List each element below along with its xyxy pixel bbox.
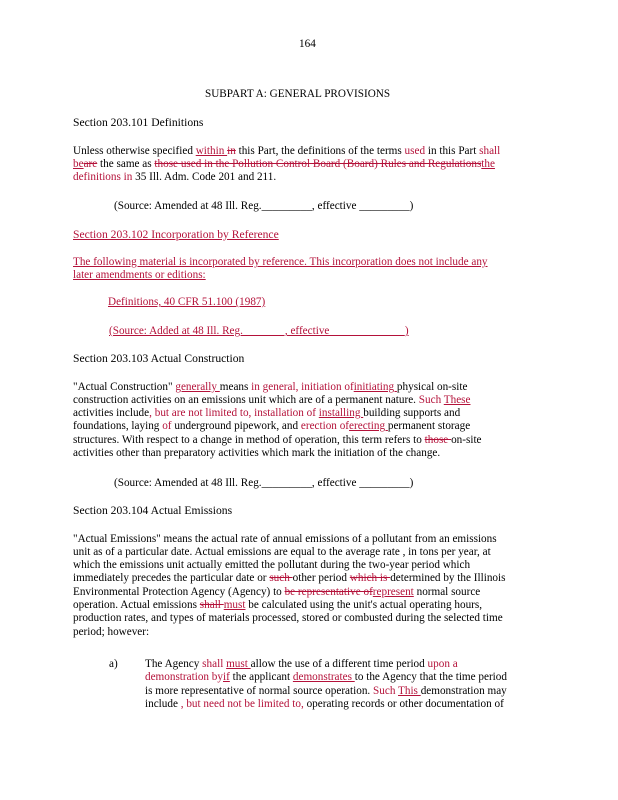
revised-text: shall xyxy=(479,145,501,157)
paragraph-line xyxy=(73,381,467,394)
revised-text: demonstration by xyxy=(145,671,223,683)
text-run: operating records or other documentation of xyxy=(303,698,504,710)
section-203-104-heading: Section 203.104 Actual Emissions xyxy=(73,504,233,517)
text-run: production rates, and types of materials processed, stored or combusted during the selected time xyxy=(73,612,503,624)
text-run: Unless otherwise specified xyxy=(73,145,196,157)
inserted-text: the xyxy=(481,158,495,170)
paragraph-line xyxy=(73,171,276,184)
list-item-line xyxy=(145,658,458,671)
list-item-line xyxy=(145,698,504,711)
list-item-line xyxy=(145,671,507,684)
revised-text: in general, initiation of xyxy=(251,381,354,393)
paragraph-line xyxy=(73,420,470,433)
inserted-text: be xyxy=(73,158,84,170)
revised-text: , but are not limited to, installation of xyxy=(149,407,319,419)
text-run: activities other than preparatory activities which mark the initiation of the change. xyxy=(73,447,441,459)
section-203-102-heading: Section 203.102 Incorporation by Reference xyxy=(73,228,279,241)
inserted-text: initiating xyxy=(353,381,397,393)
paragraph-line xyxy=(73,612,503,625)
paragraph-line xyxy=(73,546,491,559)
inserted-text: This xyxy=(398,685,421,697)
text-run: normal source xyxy=(413,586,481,598)
paragraph-line xyxy=(73,533,497,546)
text-run: demonstration may xyxy=(420,685,507,697)
list-label-a: a) xyxy=(109,658,118,670)
text-run: which the emissions unit actually emitted the pollutant during the two-year period which xyxy=(73,559,471,571)
incorporated-item: Definitions, 40 CFR 51.100 (1987) xyxy=(108,296,266,308)
source-note: (Source: Amended at 48 Ill. Reg._________, effective _________) xyxy=(114,200,414,212)
text-run: the same as xyxy=(97,158,155,170)
text-run: means xyxy=(219,381,252,393)
paragraph-line xyxy=(73,447,440,460)
paragraph-line xyxy=(73,586,480,599)
revised-text: erection of xyxy=(300,420,350,432)
paragraph-line xyxy=(73,572,505,585)
revised-text: used xyxy=(404,145,426,157)
paragraph-line: later amendments or editions: xyxy=(73,269,206,281)
revised-text: of xyxy=(162,420,172,432)
deleted-text: be representative of xyxy=(284,586,373,598)
text-run: "Actual Construction" xyxy=(73,381,176,393)
paragraph-line xyxy=(73,559,470,572)
text-run: activities include xyxy=(73,407,150,419)
inserted-text: generally xyxy=(175,381,220,393)
text-run: "Actual Emissions" means the actual rate of annual emissions of a pollutant from an emissions xyxy=(73,533,497,545)
text-run: unit as of a particular date. Actual emissions are equal to the average rate , in tons per year, at xyxy=(73,546,491,558)
text-run: operation. Actual emissions xyxy=(73,599,200,611)
list-item-line xyxy=(145,685,507,698)
text-run: underground pipework, and xyxy=(171,420,301,432)
inserted-text: demonstrates xyxy=(292,671,355,683)
text-run: physical on-site xyxy=(396,381,468,393)
inserted-text: must xyxy=(223,599,246,611)
inserted-text: erecting xyxy=(349,420,388,432)
text-run: construction activities on an emissions unit which are of a permanent nature. xyxy=(73,394,419,406)
revised-text: , but need not be limited to, xyxy=(177,698,304,710)
paragraph-line xyxy=(73,626,149,639)
text-run: 35 Ill. Adm. Code 201 and 211. xyxy=(132,171,277,183)
paragraph-line xyxy=(73,394,470,407)
source-note: (Source: Added at 48 Ill. Reg. _______, effective _____________) xyxy=(109,325,409,337)
paragraph-line xyxy=(73,434,482,447)
deleted-text: those xyxy=(424,434,452,446)
section-203-101-heading: Section 203.101 Definitions xyxy=(73,116,204,129)
text-run: determined by the Illinois xyxy=(390,572,506,584)
paragraph-line xyxy=(73,145,500,158)
text-run: to the Agency that the time period xyxy=(354,671,507,683)
text-run: this Part, the definitions of the terms xyxy=(235,145,405,157)
paragraph-line: The following material is incorporated by reference. This incorporation does not include any xyxy=(73,256,488,268)
text-run: include xyxy=(145,698,178,710)
text-run: the applicant xyxy=(229,671,293,683)
text-run: The Agency xyxy=(145,658,203,670)
deleted-text: which is xyxy=(349,572,391,584)
deleted-text: those used in the Pollution Control Board (Board) Rules and Regulations xyxy=(154,158,482,170)
deleted-text: shall xyxy=(199,599,224,611)
text-run: Environmental Protection Agency (Agency) to xyxy=(73,586,285,598)
text-run: allow the use of a different time period xyxy=(250,658,428,670)
text-run: be calculated using the unit's actual operating hours, xyxy=(245,599,483,611)
inserted-text: if xyxy=(223,671,230,683)
text-run: structures. With respect to a change in method of operation, this term refers to xyxy=(73,434,425,446)
text-run: building supports and xyxy=(363,407,461,419)
revised-text: Such xyxy=(418,394,444,406)
inserted-text: must xyxy=(226,658,251,670)
inserted-text: These xyxy=(443,394,471,406)
text-run: immediately precedes the particular date or xyxy=(73,572,270,584)
paragraph-line xyxy=(73,407,460,420)
text-run: permanent storage xyxy=(387,420,471,432)
subpart-title: SUBPART A: GENERAL PROVISIONS xyxy=(205,88,391,100)
revised-text: definitions in xyxy=(73,171,133,183)
inserted-text: represent xyxy=(372,586,414,598)
paragraph-line xyxy=(73,599,482,612)
source-note: (Source: Amended at 48 Ill. Reg._________, effective _________) xyxy=(114,477,414,489)
text-run: on-site xyxy=(451,434,482,446)
deleted-text: are xyxy=(83,158,98,170)
text-run: foundations, laying xyxy=(73,420,163,432)
text-run: period; however: xyxy=(73,626,150,638)
deleted-text: such xyxy=(269,572,293,584)
revised-text: shall xyxy=(202,658,227,670)
text-run: in this Part xyxy=(425,145,480,157)
inserted-text: installing xyxy=(318,407,364,419)
page-number: 164 xyxy=(299,38,316,50)
deleted-text: in xyxy=(227,145,236,157)
inserted-text: within xyxy=(195,145,228,157)
revised-text: upon a xyxy=(427,658,458,670)
section-203-103-heading: Section 203.103 Actual Construction xyxy=(73,352,245,365)
revised-text: Such xyxy=(373,685,399,697)
paragraph-line xyxy=(73,158,495,171)
text-run: is more representative of normal source operation. xyxy=(145,685,374,697)
text-run: other period xyxy=(292,572,350,584)
